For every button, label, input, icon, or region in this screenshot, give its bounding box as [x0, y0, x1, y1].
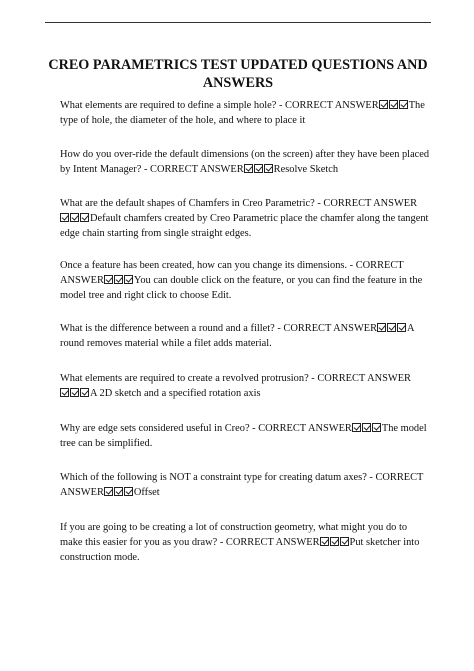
correct-answer-label: CORRECT ANSWER [60, 260, 404, 286]
correct-answer-label: CORRECT ANSWER [317, 373, 411, 384]
question-text: What is the difference between a round and a fillet? - [60, 323, 284, 334]
answer-text: Offset [133, 487, 160, 498]
answer-text: You can double click on the feature, or you can find the feature in the model tree and right click to choose Edit. [60, 275, 423, 301]
checkbox-icon [80, 388, 89, 397]
answer-text: Put sketcher into construction mode. [60, 537, 420, 563]
checkbox-icon [254, 164, 263, 173]
checkbox-icons [244, 164, 274, 175]
page-title: CREO PARAMETRICS TEST UPDATED QUESTIONS AND ANSWERS [48, 57, 428, 91]
qa-item-2 [60, 147, 432, 177]
checkbox-icon [124, 275, 133, 284]
checkbox-icon [60, 388, 69, 397]
correct-answer-label: CORRECT ANSWER [258, 423, 352, 434]
qa-item-7 [60, 421, 432, 451]
answer-text: The type of hole, the diameter of the hole, and where to place it [60, 100, 425, 126]
checkbox-icon [124, 487, 133, 496]
checkbox-icon [389, 100, 398, 109]
checkbox-icon [377, 323, 386, 332]
checkbox-icon [104, 275, 113, 284]
checkbox-icon [70, 213, 79, 222]
checkbox-icon [244, 164, 253, 173]
checkbox-icon [80, 213, 89, 222]
correct-answer-label: CORRECT ANSWER [225, 537, 320, 548]
qa-item-9 [60, 520, 432, 565]
checkbox-icons [104, 487, 134, 498]
checkbox-icon [379, 100, 388, 109]
checkbox-icons [60, 388, 90, 399]
correct-answer-label: CORRECT ANSWER [285, 100, 379, 111]
checkbox-icon [372, 423, 381, 432]
checkbox-icon [330, 537, 339, 546]
question-text: What elements are required to create a revolved protrusion? - [60, 373, 318, 384]
top-rule [45, 22, 431, 23]
checkbox-icons [379, 100, 409, 111]
checkbox-icon [352, 423, 361, 432]
question-text: If you are going to be creating a lot of construction geometry, what might you do to make this easier for you as you draw? - [60, 522, 408, 548]
answer-text: A round removes material while a filet adds material. [60, 323, 414, 349]
checkbox-icon [114, 275, 123, 284]
answer-text: A 2D sketch and a specified rotation axis [90, 388, 261, 399]
checkbox-icon [104, 487, 113, 496]
correct-answer-label: CORRECT ANSWER [150, 164, 244, 175]
qa-item-1 [60, 98, 432, 128]
qa-item-4 [60, 258, 432, 303]
checkbox-icons [320, 537, 350, 548]
answer-text: Resolve Sketch [273, 164, 339, 175]
correct-answer-label: CORRECT ANSWER [283, 323, 378, 334]
checkbox-icons [104, 275, 134, 286]
checkbox-icon [362, 423, 371, 432]
question-text: What are the default shapes of Chamfers in Creo Parametric? - [60, 198, 324, 209]
question-text: How do you over-ride the default dimensions (on the screen) after they have been placed by Intent Manager? - [60, 149, 430, 175]
checkbox-icon [340, 537, 349, 546]
checkbox-icons [352, 423, 382, 434]
question-text: Why are edge sets considered useful in Creo? - [60, 423, 259, 434]
checkbox-icons [377, 323, 407, 334]
correct-answer-label: CORRECT ANSWER [60, 472, 424, 498]
qa-item-3 [60, 196, 432, 241]
checkbox-icons [60, 213, 90, 224]
checkbox-icon [264, 164, 273, 173]
question-text: What elements are required to define a simple hole? - [60, 100, 286, 111]
question-text: Once a feature has been created, how can you change its dimensions. - [60, 260, 356, 271]
qa-item-5 [60, 321, 432, 351]
checkbox-icon [114, 487, 123, 496]
qa-item-6 [60, 371, 432, 401]
checkbox-icon [70, 388, 79, 397]
checkbox-icon [60, 213, 69, 222]
correct-answer-label: CORRECT ANSWER [323, 198, 418, 209]
question-text: Which of the following is NOT a constraint type for creating datum axes? - [60, 472, 376, 483]
checkbox-icon [320, 537, 329, 546]
answer-text: The model tree can be simplified. [60, 423, 427, 449]
checkbox-icon [397, 323, 406, 332]
answer-text: Default chamfers created by Creo Parametric place the chamfer along the tangent edge chain starting from single straight edges. [60, 213, 429, 239]
checkbox-icon [387, 323, 396, 332]
checkbox-icon [399, 100, 408, 109]
qa-item-8 [60, 470, 432, 500]
